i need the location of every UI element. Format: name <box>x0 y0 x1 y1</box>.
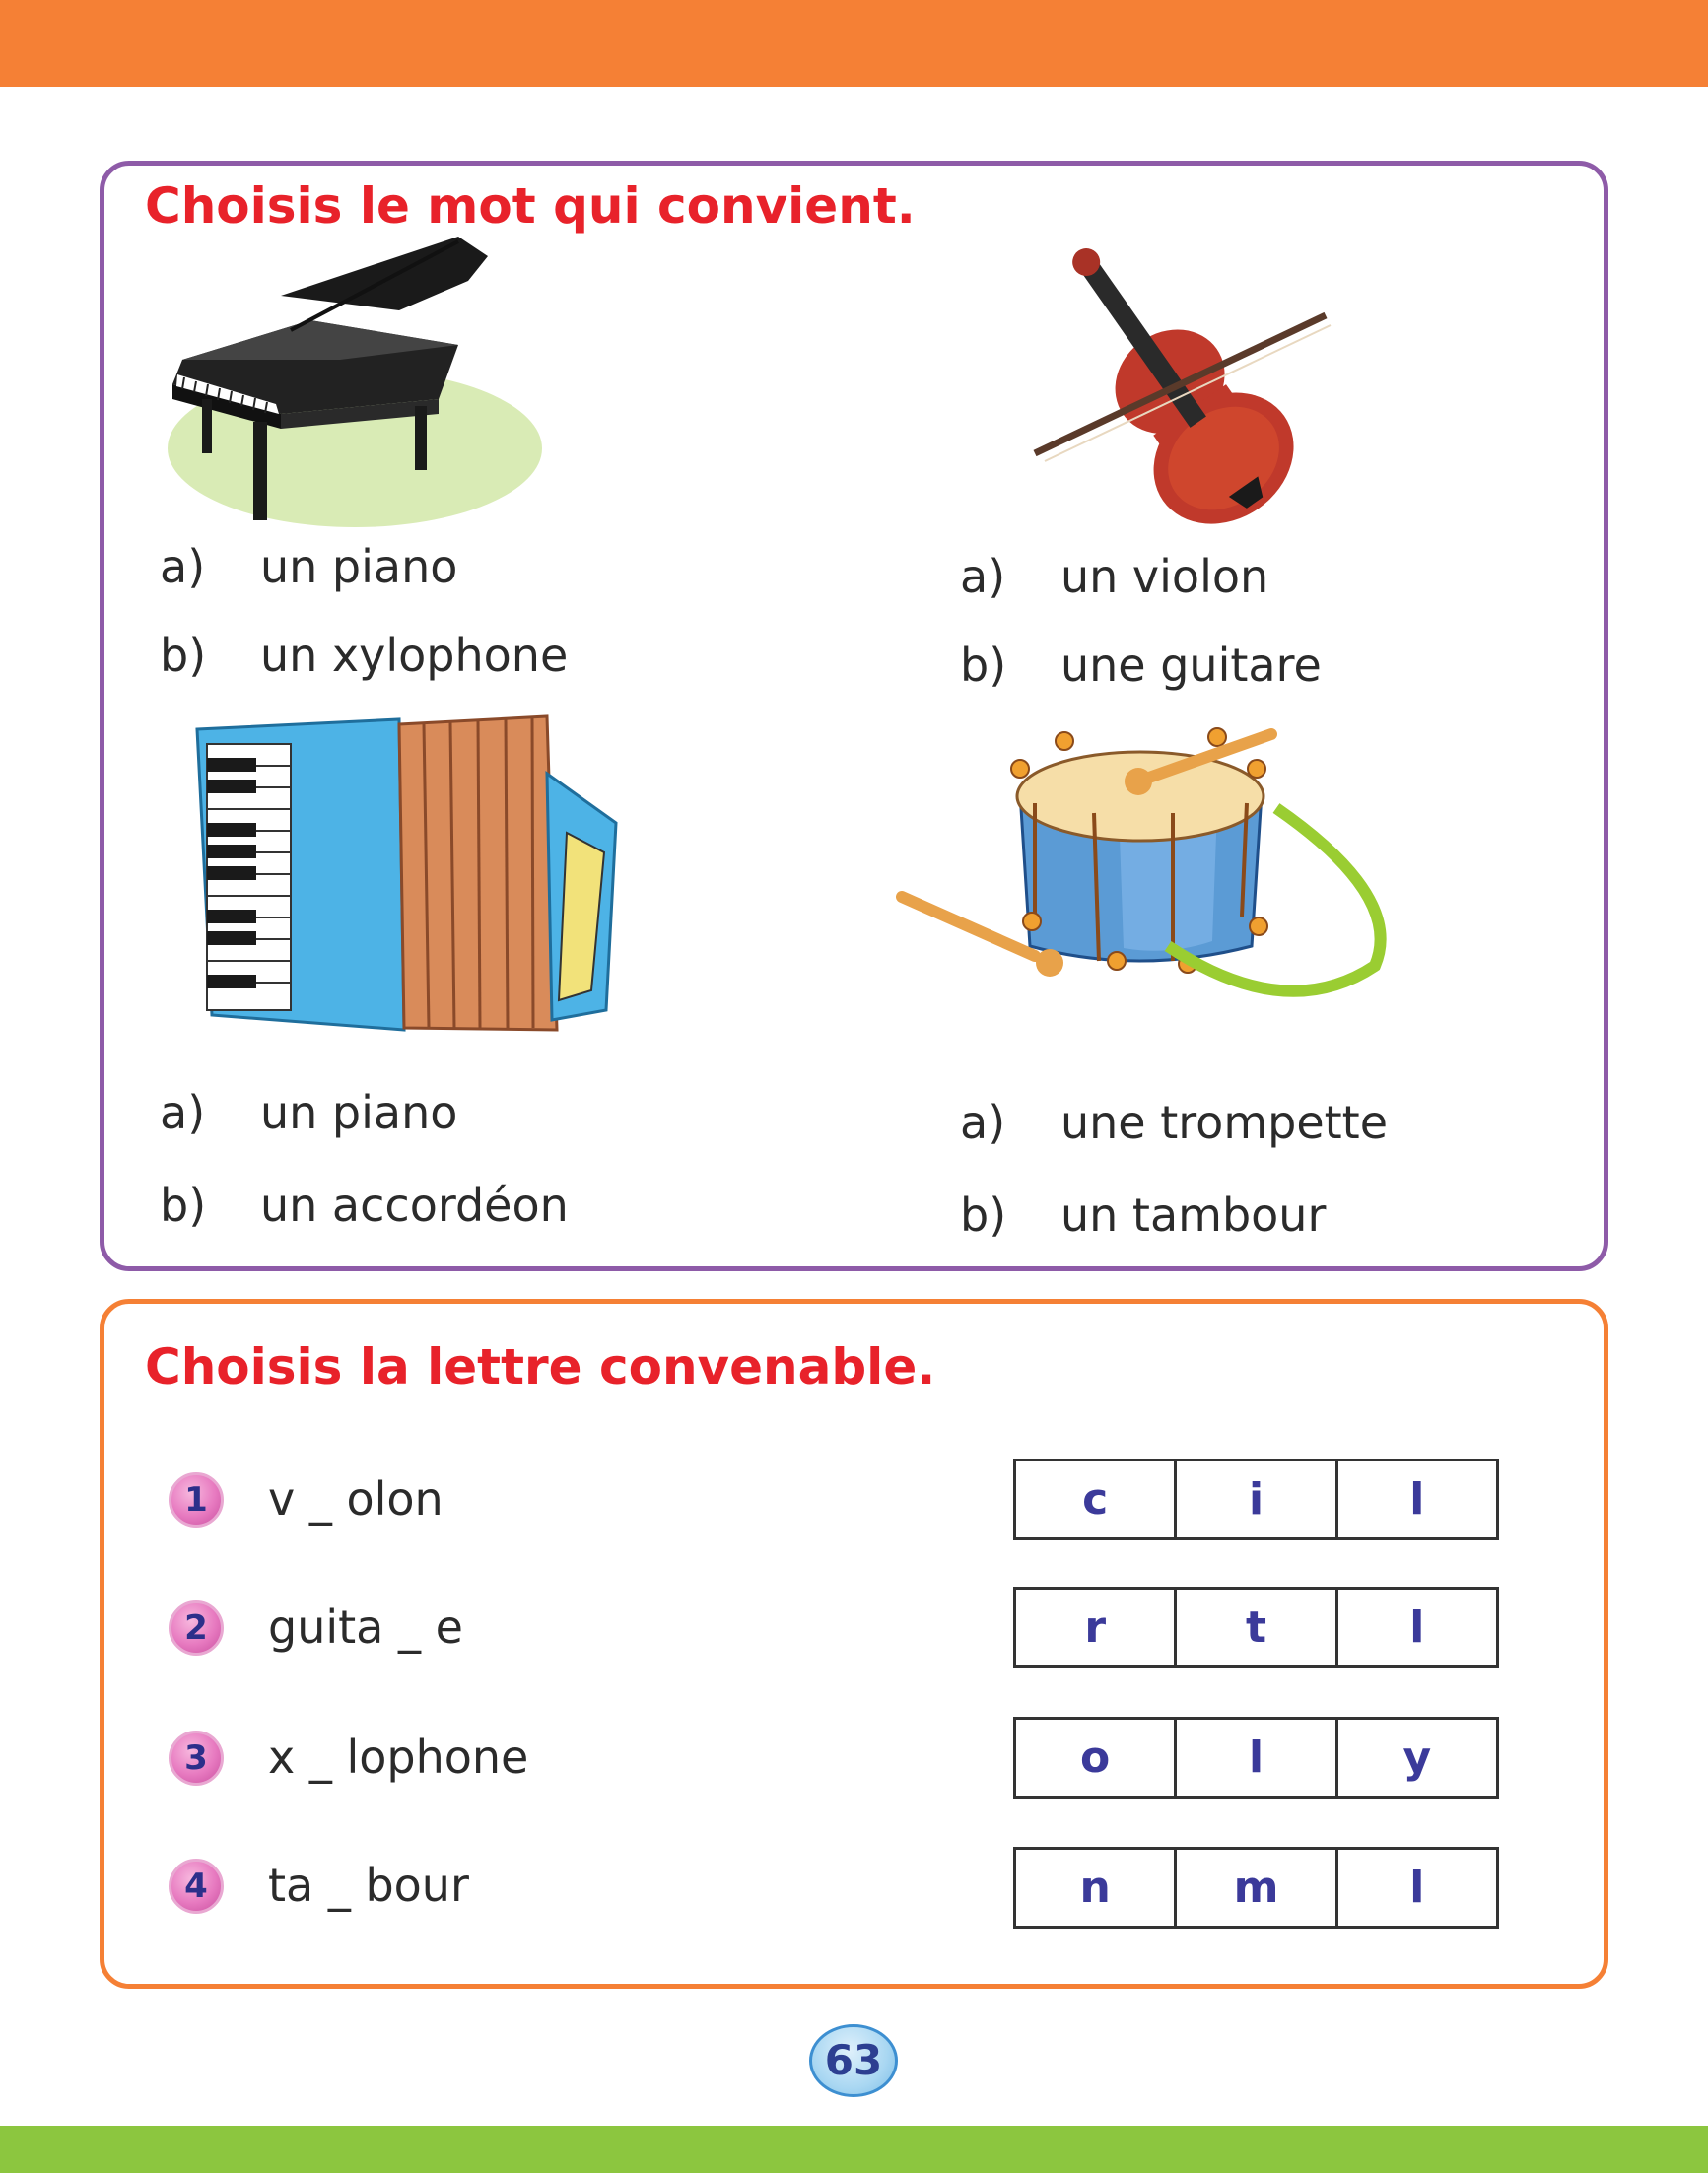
top-color-band <box>0 0 1708 87</box>
item-4-option-a[interactable]: a) une trompette <box>960 1096 1388 1149</box>
number-badge-1: 1 <box>169 1472 224 1528</box>
exercise-1-title: Choisis le mot qui convient. <box>145 177 916 235</box>
item-1-option-b[interactable]: b) un xylophone <box>160 629 569 682</box>
item-4-option-b[interactable]: b) un tambour <box>960 1188 1327 1242</box>
number-badge-3: 3 <box>169 1731 224 1786</box>
word-3: x _ lophone <box>268 1731 529 1784</box>
letter-choices-2 <box>1013 1587 1499 1668</box>
choice-1-c[interactable]: l <box>1409 1474 1425 1525</box>
choice-4-b[interactable]: m <box>1177 1850 1337 1926</box>
exercise-2-title: Choisis la lettre convenable. <box>145 1338 936 1395</box>
letter-choices-3 <box>1013 1717 1499 1799</box>
bottom-color-band <box>0 2126 1708 2173</box>
choice-1-a[interactable]: c <box>1016 1461 1177 1537</box>
item-3-option-b[interactable]: b) un accordéon <box>160 1179 569 1232</box>
choice-3-c[interactable]: y <box>1402 1732 1432 1783</box>
piano-illustration <box>163 237 547 532</box>
item-1-option-a[interactable]: a) un piano <box>160 540 458 593</box>
number-badge-4: 4 <box>169 1859 224 1914</box>
choice-3-b[interactable]: l <box>1177 1720 1337 1796</box>
drum-illustration <box>892 719 1424 1035</box>
item-2-option-b[interactable]: b) une guitare <box>960 639 1322 692</box>
word-2: guita _ e <box>268 1600 463 1654</box>
word-1: v _ olon <box>268 1472 444 1526</box>
violin-illustration <box>1025 217 1340 542</box>
item-3-option-a[interactable]: a) un piano <box>160 1086 458 1139</box>
choice-4-a[interactable]: n <box>1016 1850 1177 1926</box>
word-4: ta _ bour <box>268 1859 469 1912</box>
choice-2-c[interactable]: l <box>1409 1602 1425 1653</box>
letter-choices-4 <box>1013 1847 1499 1929</box>
choice-4-c[interactable]: l <box>1409 1863 1425 1913</box>
item-2-option-a[interactable]: a) un violon <box>960 550 1269 603</box>
choice-2-a[interactable]: r <box>1016 1590 1177 1665</box>
page-number: 63 <box>809 2024 898 2097</box>
choice-2-b[interactable]: t <box>1177 1590 1337 1665</box>
letter-choices-1 <box>1013 1459 1499 1540</box>
number-badge-2: 2 <box>169 1600 224 1656</box>
choice-1-b[interactable]: i <box>1177 1461 1337 1537</box>
accordion-illustration <box>192 714 626 1040</box>
choice-3-a[interactable]: o <box>1016 1720 1177 1796</box>
